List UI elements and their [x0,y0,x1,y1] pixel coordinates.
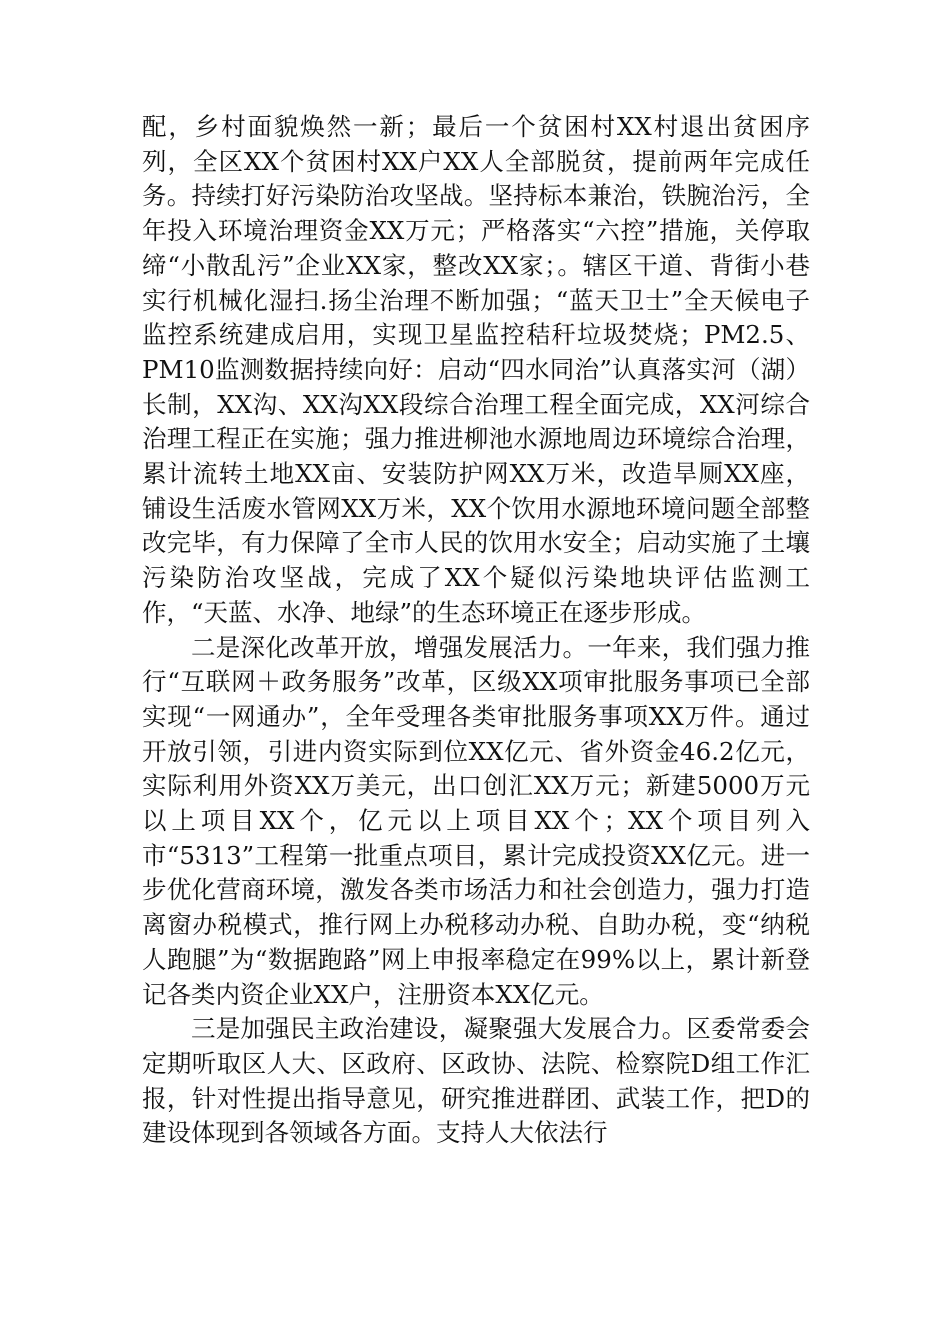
paragraph-ecology: 配，乡村面貌焕然一新；最后一个贫困村XX村退出贫困序列，全区XX个贫困村XX户XX人全部脱贫，提前两年完成任务。持续打好污染防治攻坚战。坚持标本兼治，铁腕治污，全年投入环境治理资金XX万元；严格落实“六控”措施，关停取缔“小散乱污”企业XX家，整改XX家；。辖区干道、背街小巷实行机械化湿扫.扬尘治理不断加强；“蓝天卫士”全天候电子监控系统建成启用，实现卫星监控秸秆垃圾焚烧；PM2.5、PM10监测数据持续向好：启动“四水同治”认真落实河（湖）长制，XX沟、XX沟XX段综合治理工程全面完成，XX河综合治理工程正在实施；强力推进柳池水源地周边环境综合治理，累计流转土地XX亩、安装防护网XX万米，改造旱厕XX座，铺设生活废水管网XX万米，XX个饮用水源地环境问题全部整改完毕，有力保障了全市人民的饮用水安全；启动实施了土壤污染防治攻坚战，完成了XX个疑似污染地块评估监测工作，“天蓝、水净、地绿”的生态环境正在逐步形成。 [142,112,810,627]
paragraph-reform-opening: 二是深化改革开放，增强发展活力。一年来，我们强力推行“互联网＋政务服务”改革，区级XX项审批服务事项已全部实现“一网通办”，全年受理各类审批服务事项XX万件。通过开放引领，引进内资实际到位XX亿元、省外资金46.2亿元，实际利用外资XX万美元，出口创汇XX万元；新建5000万元以上项目XX个，亿元以上项目XX个；XX个项目列入市“5313”工程第一批重点项目，累计完成投资XX亿元。进一步优化营商环境，激发各类市场活力和社会创造力，强力打造离窗办税模式，推行网上办税移动办税、自助办税，变“纳税人跑腿”为“数据跑路”网上申报率稳定在99%以上，累计新登记各类内资企业XX户，注册资本XX亿元。 [142,632,810,1009]
paragraph-democratic-politics: 三是加强民主政治建设，凝聚强大发展合力。区委常委会定期听取区人大、区政府、区政协、法院、检察院D组工作汇报，针对性提出指导意见，研究推进群团、武装工作，把D的建设体现到各领域各方面。支持人大依法行 [142,1014,810,1148]
document-body [142,110,810,1151]
